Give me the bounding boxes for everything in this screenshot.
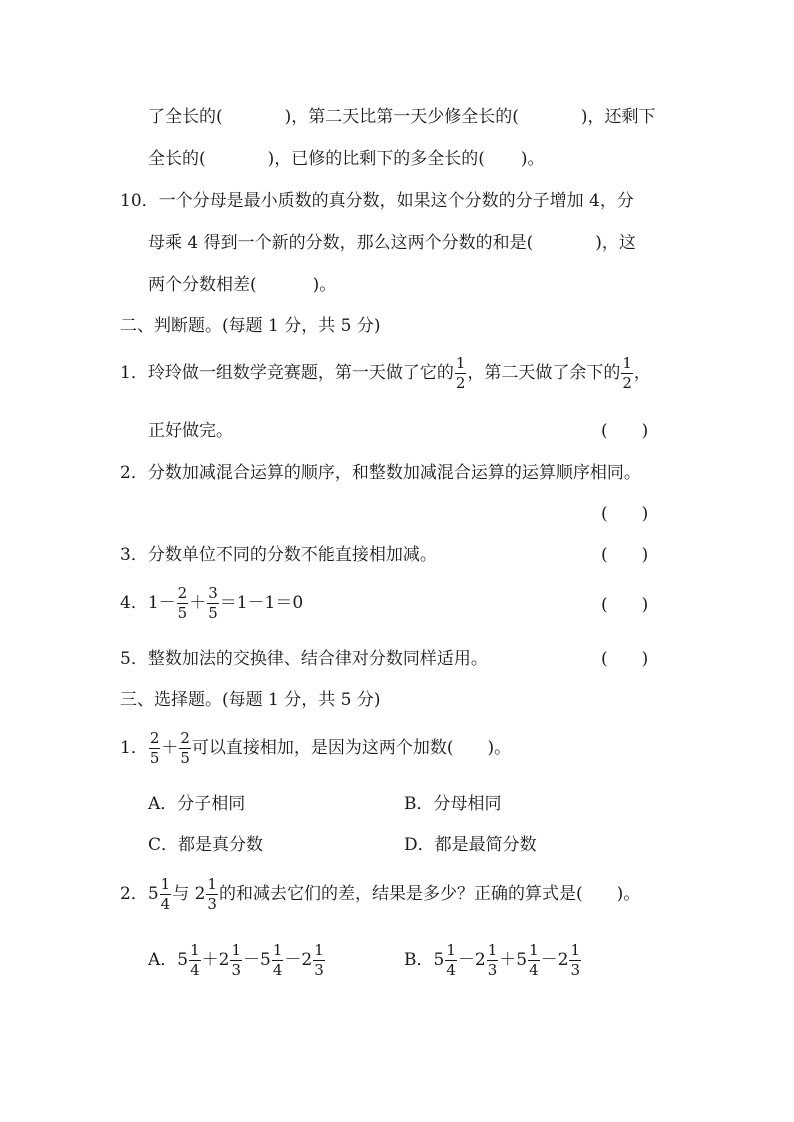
fraction: $\frac{1}{4}$ xyxy=(190,941,200,979)
choice-q2-stem: 2．5 $\frac{1}{4}$ 与 2 $\frac{1}{3}$ 的和减去它们的差，结果是多少？正确的算式是( )。 xyxy=(120,875,641,913)
answer-paren[interactable]: ( ) xyxy=(601,504,649,524)
fraction: $\frac{1}{3}$ xyxy=(570,941,580,979)
judge-q2-text: 2．分数加减混合运算的顺序，和整数加减混合运算的运算顺序相同。 xyxy=(120,463,641,483)
fraction: $\frac{1}{4}$ xyxy=(446,941,456,979)
q10-line-1: 10．一个分母是最小质数的真分数，如果这个分数的分子增加 4，分 xyxy=(120,191,634,211)
choice-q1-option-a[interactable]: A．分子相同 xyxy=(148,794,246,814)
choice-q1-option-c[interactable]: C．都是真分数 xyxy=(148,835,264,855)
fraction: $\frac{1}{3}$ xyxy=(487,941,498,979)
section-heading-judge: 二、判断题。(每题 1 分，共 5 分) xyxy=(120,316,381,336)
fraction: $\frac{1}{3}$ xyxy=(314,941,324,979)
q9-line-2: 全长的( )，已修的比剩下的多全长的( )。 xyxy=(148,149,545,169)
answer-paren[interactable]: ( ) xyxy=(601,545,649,565)
q9-line-1: 了全长的( )，第二天比第一天少修全长的( )，还剩下 xyxy=(148,107,656,127)
answer-paren[interactable]: ( ) xyxy=(601,595,649,615)
judge-q4-expr: 4．1－ $\frac{2}{5}$ ＋ $\frac{3}{5}$ ＝1－1＝0 xyxy=(120,584,304,622)
q10-line-3: 两个分数相差( )。 xyxy=(148,275,337,295)
fraction: $\frac{1}{3}$ xyxy=(207,875,217,913)
fraction: $\frac{2}{5}$ xyxy=(180,729,190,767)
fraction: $\frac{2}{5}$ xyxy=(149,729,160,767)
choice-q2-option-a[interactable]: A．5 $\frac{1}{4}$ ＋2 $\frac{1}{3}$ －5 $\frac{1}{4}$ －2 $\frac{1}{3}$ xyxy=(148,941,324,979)
fraction: $\frac{3}{5}$ xyxy=(208,584,218,622)
fraction: $\frac{1}{4}$ xyxy=(529,941,539,979)
judge-q5-text: 5．整数加法的交换律、结合律对分数同样适用。 xyxy=(120,649,488,669)
choice-q1-option-d[interactable]: D．都是最简分数 xyxy=(404,835,537,855)
section-heading-choice: 三、选择题。(每题 1 分，共 5 分) xyxy=(120,690,381,710)
answer-paren[interactable]: ( ) xyxy=(601,421,649,441)
choice-q2-option-b[interactable]: B．5 $\frac{1}{4}$ －2 $\frac{1}{3}$ ＋5 $\frac{1}{4}$ －2 $\frac{1}{3}$ xyxy=(404,941,580,979)
judge-q1-line-1: 1．玲玲做一组数学竞赛题，第一天做了它的 $\frac{1}{2}$ ，第二天做了余下的 $\frac{1}{2}$ ， xyxy=(120,354,651,392)
fraction: $\frac{1}{3}$ xyxy=(231,941,242,979)
q10-line-2: 母乘 4 得到一个新的分数，那么这两个分数的和是( )，这 xyxy=(148,233,636,253)
fraction: $\frac{1}{2}$ xyxy=(455,354,466,392)
judge-q3-text: 3．分数单位不同的分数不能直接相加减。 xyxy=(120,545,437,565)
fraction: $\frac{1}{4}$ xyxy=(160,875,171,913)
judge-q1-line-2: 正好做完。 xyxy=(148,421,233,441)
fraction: $\frac{1}{4}$ xyxy=(272,941,283,979)
choice-q1-option-b[interactable]: B．分母相同 xyxy=(404,794,502,814)
answer-paren[interactable]: ( ) xyxy=(601,649,649,669)
fraction: $\frac{1}{2}$ xyxy=(622,354,632,392)
fraction: $\frac{2}{5}$ xyxy=(177,584,188,622)
choice-q1-stem: 1． $\frac{2}{5}$ ＋ $\frac{2}{5}$ 可以直接相加，是因为这两个加数( )。 xyxy=(120,729,512,767)
